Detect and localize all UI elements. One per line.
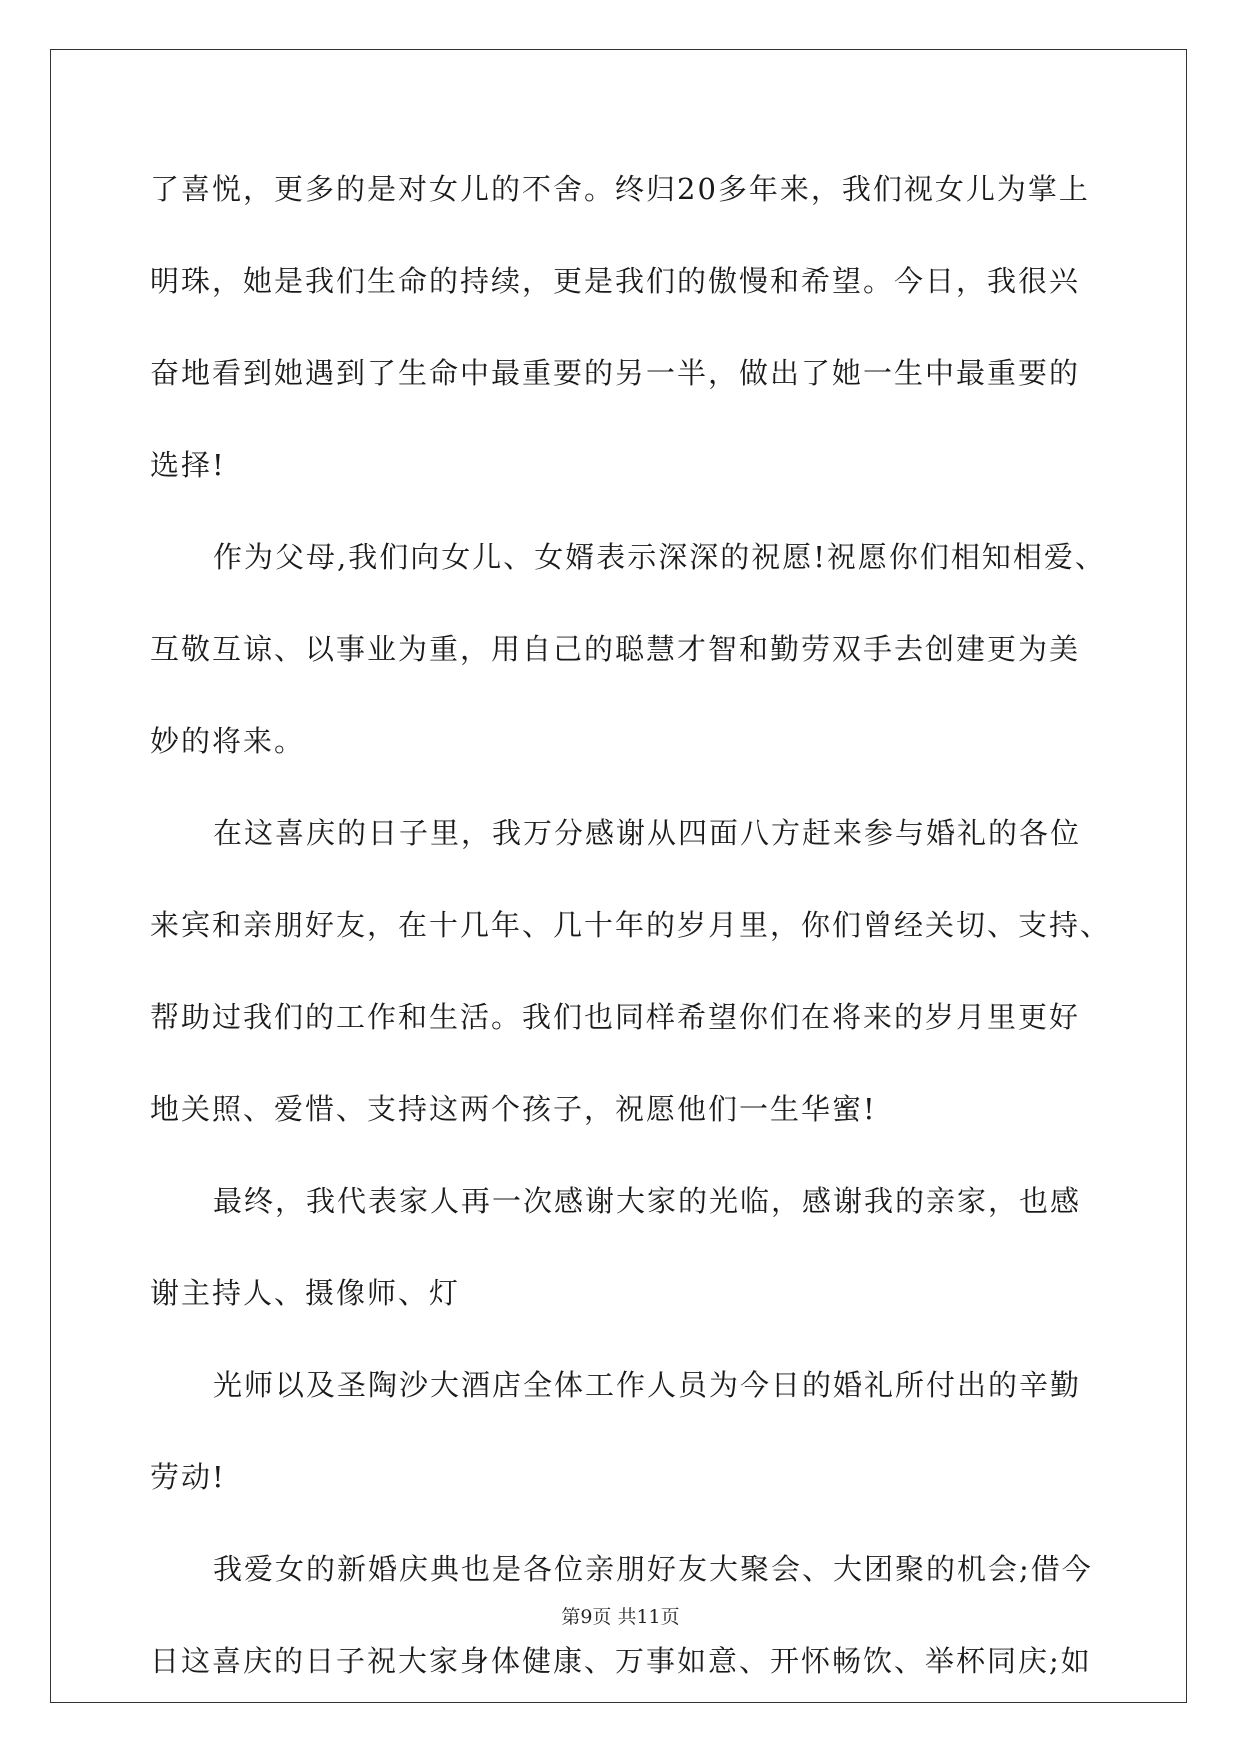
page-number-footer: 第9页 共11页 [561, 1606, 680, 1628]
text-line: 帮助过我们的工作和生活。我们也同样希望你们在将来的岁月里更好 [150, 1000, 1081, 1034]
text-line: 地关照、爱惜、支持这两个孩子，祝愿他们一生华蜜! [150, 1092, 877, 1126]
text-line: 选择! [150, 448, 226, 482]
paragraph-first-line: 光师以及圣陶沙大酒店全体工作人员为今日的婚礼所付出的辛勤 [213, 1368, 1082, 1402]
text-line: 谢主持人、摄像师、灯 [150, 1276, 461, 1310]
text-line: 互敬互谅、以事业为重，用自己的聪慧才智和勤劳双手去创建更为美 [150, 632, 1081, 666]
text-line: 日这喜庆的日子祝大家身体健康、万事如意、开怀畅饮、举杯同庆;如 [150, 1644, 1092, 1678]
text-line: 来宾和亲朋好友，在十几年、几十年的岁月里，你们曾经关切、支持、 [150, 908, 1112, 942]
paragraph-first-line: 在这喜庆的日子里，我万分感谢从四面八方赶来参与婚礼的各位 [213, 816, 1082, 850]
paragraph-first-line: 最终，我代表家人再一次感谢大家的光临，感谢我的亲家，也感 [213, 1184, 1082, 1218]
text-line: 劳动! [150, 1460, 226, 1494]
text-line: 了喜悦，更多的是对女儿的不舍。终归20多年来，我们视女儿为掌上 [150, 172, 1090, 206]
paragraph-first-line: 作为父母,我们向女儿、女婿表示深深的祝愿!祝愿你们相知相爱、 [213, 540, 1106, 574]
paragraph-first-line: 我爱女的新婚庆典也是各位亲朋好友大聚会、大团聚的机会;借今 [213, 1552, 1093, 1586]
text-line: 明珠，她是我们生命的持续，更是我们的傲慢和希望。今日，我很兴 [150, 264, 1081, 298]
text-line: 奋地看到她遇到了生命中最重要的另一半，做出了她一生中最重要的 [150, 356, 1081, 390]
document-body [150, 160, 1112, 1724]
text-line: 妙的将来。 [150, 724, 306, 758]
